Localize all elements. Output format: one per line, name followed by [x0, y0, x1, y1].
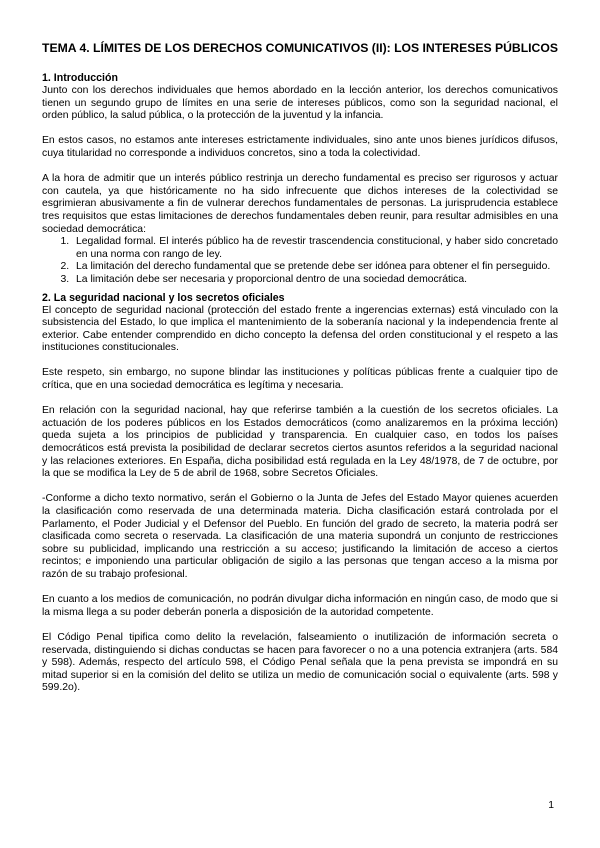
paragraph: El concepto de seguridad nacional (protección del estado frente a ingerencias externas) está vinculado con la subsistencia del Estado, lo que implica el mantenimiento de la soberanía nacional y la independencia frente al exterior. Cabe entender comprendido en dicho concepto la defensa del orden constitucional y el respeto a las instituciones constitucionales. [42, 304, 558, 354]
paragraph: Junto con los derechos individuales que hemos abordado en la lección anterior, los derechos comunicativos tienen un segundo grupo de límites en una serie de intereses públicos, como son la seguridad nacional, el orden público, la salud pública, o la protección de la juventud y la infancia. [42, 85, 558, 122]
document-body [42, 40, 558, 708]
section-heading-introduccion: 1. Introducción [42, 72, 118, 84]
document-title: TEMA 4. LÍMITES DE LOS DERECHOS COMUNICATIVOS (II): LOS INTERESES PÚBLICOS [42, 41, 558, 55]
paragraph: Este respeto, sin embargo, no supone blindar las instituciones y políticas públicas frente a cualquier tipo de crítica, que en una sociedad democrática es legítima y necesaria. [42, 367, 558, 392]
list-item: 3. La limitación debe ser necesaria y proporcional dentro de una sociedad democrática. [72, 274, 558, 287]
page-number: 1 [548, 800, 554, 811]
requirements-list [42, 236, 558, 286]
paragraph: A la hora de admitir que un interés público restrinja un derecho fundamental es preciso ser rigurosos y actuar con cautela, ya que históricamente no ha sido infrecuente que dichos intereses de la colectividad se esgrimieran abusivamente a fin de vulnerar derechos fundamentales de personas. La jurisprudencia establece tres requisitos que estas limitaciones de derechos fundamentales deben reunir, para resultar admisibles en una sociedad democrática: [42, 173, 558, 235]
paragraph: -Conforme a dicho texto normativo, serán el Gobierno o la Junta de Jefes del Estado Mayor quienes acuerden la clasificación como reservada de una determinada materia. Dicha clasificación estará controlada por el Parlamento, el Poder Judicial y el Defensor del Pueblo. En función del grado de secreto, la materia podrá ser clasificada como secreta o reservada. La clasificación de una materia supondrá un conjunto de restricciones sobre su publicidad, implicando una restricción a su acceso; justificando la limitación de acceso a ciertos recintos; e imponiendo una particular obligación de sigilo a las personas que tengan acceso a la misma por razón de su trabajo profesional. [42, 493, 558, 580]
section-heading-seguridad-nacional: 2. La seguridad nacional y los secretos oficiales [42, 291, 285, 304]
paragraph: En cuanto a los medios de comunicación, no podrán divulgar dicha información en ningún caso, de modo que si la misma llega a su poder deberán ponerla a disposición de la autoridad competente. [42, 594, 558, 618]
list-item: 2. La limitación del derecho fundamental que se pretende debe ser idónea para obtener el fin perseguido. [72, 261, 558, 274]
paragraph: En relación con la seguridad nacional, hay que referirse también a la cuestión de los secretos oficiales. La actuación de los poderes públicos en los Estados democráticos (como analizaremos en la próxima lección) queda sujeta a los principios de publicidad y transparencia. En cualquier caso, en todos los países democráticos está prevista la posibilidad de declarar secretos ciertos asuntos referidos a la seguridad nacional y las relaciones exteriores. En España, dicha posibilidad está regulada en la Ley 48/1978, de 7 de octubre, por la que se modifica la Ley de 5 de abril de 1968, sobre Secretos Oficiales. [42, 405, 558, 480]
paragraph: El Código Penal tipifica como delito la revelación, falseamiento o inutilización de información secreta o reservada, distinguiendo si dichas conductas se hacen para favorecer o no a una potencia extranjera (arts. 584 y 598). Además, respecto del artículo 598, el Código Penal señala que la pena prevista se impondrá en su mitad superior si en la comisión del delito se utiliza un medio de comunicación social o equivalente (arts. 598 y 599.2o). [42, 631, 558, 694]
list-item: 1. Legalidad formal. El interés público ha de revestir trascendencia constitucional, y haber sido concretado en una norma con rango de ley. [72, 236, 558, 261]
paragraph: En estos casos, no estamos ante intereses estrictamente individuales, sino ante unos bienes jurídicos difusos, cuya titularidad no corresponde a individuos concretos, sino a toda la colectividad. [42, 135, 558, 159]
